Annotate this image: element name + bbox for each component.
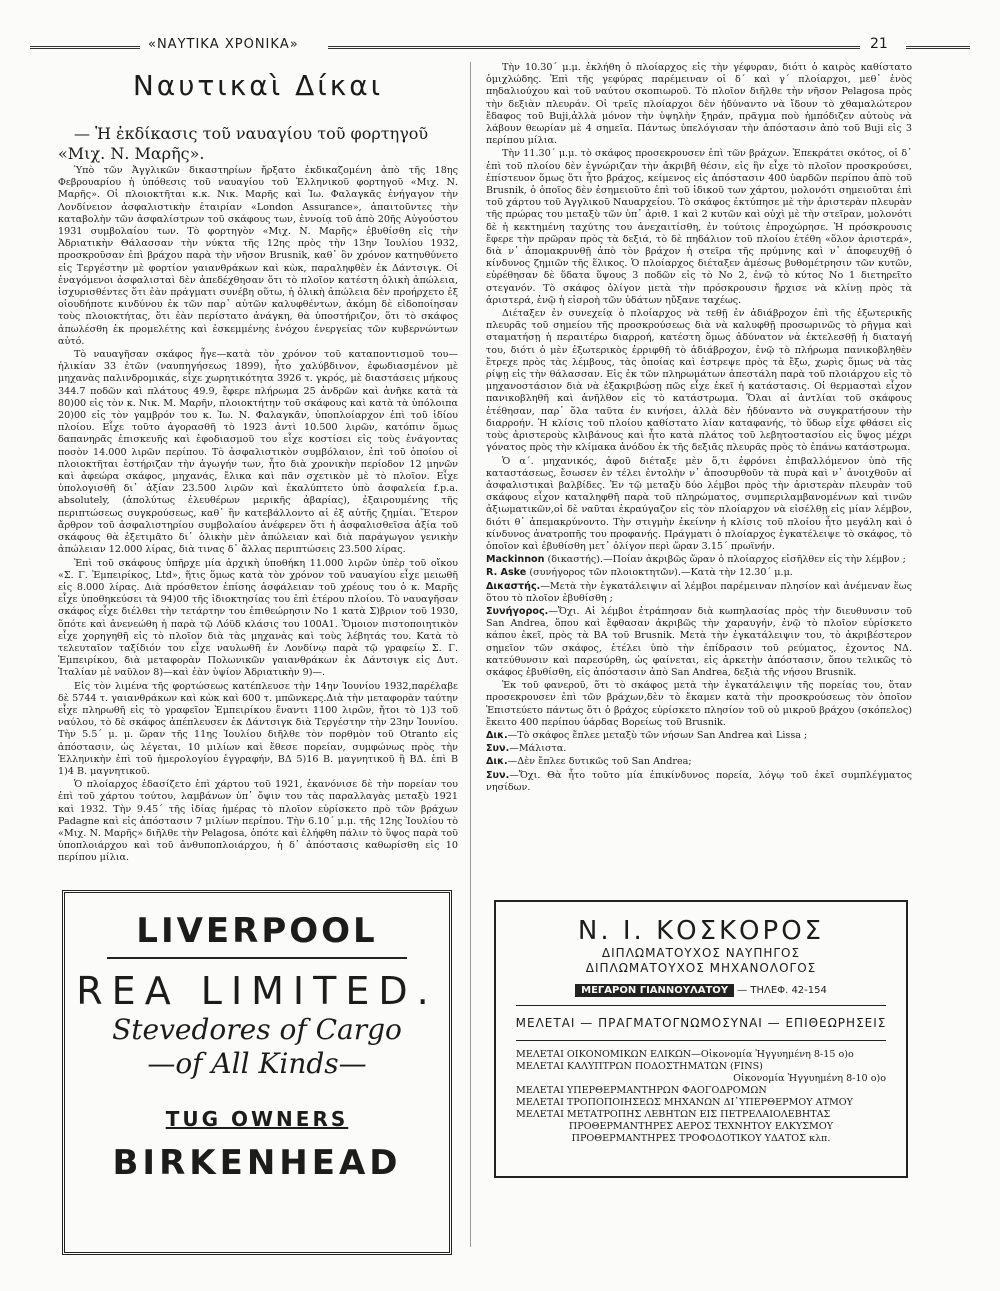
- dialogue-line: [486, 770, 912, 794]
- dialogue-speaker: Δικ.: [486, 756, 508, 768]
- dialogue-line: [486, 743, 912, 755]
- ad-service-line: —of All Kinds—: [147, 1047, 367, 1080]
- article-subhead: — Ἡ ἐκδίκασις τοῦ ναυαγίου τοῦ φορτηγοῦ «Μιχ. Ν. Μαρῆς».: [58, 124, 429, 163]
- dialogue-line: [486, 606, 912, 679]
- ad-location: BIRKENHEAD: [112, 1143, 402, 1183]
- article-paragraph: Τὴν 10.30´ μ.μ. ἐκλήθη ὁ πλοίαρχος εἰς τὴν γέφυραν, διότι ὁ καιρὸς καθίστατο ὁμιχλώδης. Ἐπὶ τῆς γεφύρας παρέμειναν οἱ δ´ καὶ γ´ πλοίαρχοι, μεθ᾽ ἑνὸς πηδαλιούχου καὶ τοῦ ναύτου σκοπιωροῦ. Τὸ πλοῖον διῆλθε τὴν νῆσον Pelagosa πρὸς τὴν δεξιὰν πλευράν. Οἱ τρεῖς πλοίαρχοι δὲν ἠδύναντο νὰ ἴδουν τὸ χθαμαλώτερον ἔδαφος τοῦ Buji,ἀλλὰ μόνον τὴν ὑψηλὴν ξηράν, πρᾶγμα ποὺ ἠμπόδιζεν αὐτοὺς νὰ λάβουν θεωρίαν μὲ 4 σημεῖα. Πάντως ὑπελόγισαν τὴν ἀπόστασιν ἀπὸ τοῦ Buji εἰς 3 περίπου μίλια.: [486, 62, 912, 147]
- ad-rule: [516, 1040, 886, 1041]
- dialogue-line: [486, 567, 912, 579]
- ad-service-item: ΜΕΛΕΤΑΙ ΥΠΕΡΘΕΡΜΑΝΤΗΡΩΝ ΦΑΟΓΟΔΡΟΜΩΝ: [516, 1085, 767, 1096]
- ad-name: Ν. Ι. ΚΟΣΚΟΡΟΣ: [577, 916, 825, 946]
- dialogue-speaker: Συνήγορος.: [486, 605, 549, 617]
- ad-service-item: ΜΕΛΕΤΑΙ ΚΑΛΥΠΤΡΩΝ ΠΟΔΟΣΤΗΜΑΤΩΝ (FINS): [516, 1061, 763, 1072]
- article-paragraph: Ἐπὶ τοῦ σκάφους ὑπῆρχε μία ἀρχικὴ ὑποθήκη 11.000 λιρῶν ὑπὲρ τοῦ οἴκου «Σ. Γ. Ἐμπειρίκος, Ltd», ἥτις ὅμως κατὰ τὸν χρόνον τοῦ ναυαγίου εἶχε μειωθῆ εἰς 8.000 λίρας. Διὰ πρόσθετον ἐπίσης ἀσφάλειαν τοῦ χρέους του ὁ κ. Μαρῆς εἶχε ὑποθηκεύσει τὰ 94)00 τῆς ἰδιοκτησίας του ἐπὶ ἑτέρου πλοίου. Τὸ ναυαγῆσαν σκάφος εἶχε διέλθει τὴν τετάρτην του ἐπιθεώρησιν Νο 1 κατὰ Σ)βριον τοῦ 1930, ὅπότε καὶ ἀνενεώθη ἡ παρὰ τῷ Λόϋδ κλάσις του 100Α1. Ὅμοιον πιστοποιητικὸν εἶχε χορηγηθῆ εἰς τὸ πλοῖον διὰ τὰς μηχανὰς καὶ τοὺς λέβητάς του. Κατὰ τὸ τελευταῖον ταξίδιόν του εἶχε ναυλωθῆ ἐν Λονδίνῳ παρὰ τῷ γραφείῳ Σ. Γ. Ἐμπειρίκου, διὰ μεταφορὰν Πολωνικῶν γαιανθράκων ἐκ Δάντσιγκ εἰς Δυτ. Ἰταλίαν μὲ ναῦλον 8)—καὶ ἐὰν ὑψίον Ἀδριατικὴν 9)—.: [58, 557, 458, 679]
- dialogue-text: Ἐκ τοῦ φανεροῦ, ὅτι τὸ σκάφος μετὰ τὴν ἐγκατάλειψιν τῆς πορείας του, ὅταν προσεκρουσεν ἐπὶ τῶν βράχων,δὲν τὸ ἔκαμεν κατὰ τὴν προσκρούσεως τὸν ὁποῖον Ἐπιστεύετο πάντως ὅτι ὁ βράχος εὑρίσκετο πλησίον τοῦ οὐ μικροῦ βράχου (σκόπελος) ἔκειτο 400 περίπου ὑάρδας Βορείως τοῦ Brusnik.: [486, 680, 912, 728]
- ad-service-item: ΠΡΟΘΕΡΜΑΝΤΗΡΕΣ ΑΕΡΟΣ ΤΕΧΝΗΤΟΥ ΕΛΚΥΣΜΟΥ: [568, 1121, 834, 1132]
- ad-rule: [107, 957, 407, 959]
- right-column: [486, 62, 912, 795]
- dialogue-text: —Ποίαν ἀκριβῶς ὥραν ὁ πλοίαρχος εἰσῆλθεν εἰς τὴν λέμβον ;: [603, 554, 906, 566]
- dialogue-text: —Ὄχι. Θὰ ἦτο τοῦτο μία ἐπικίνδυνος πορεία, λόγῳ τοῦ ἐκεῖ συμπλέγματος νησίδων.: [486, 769, 912, 793]
- ad-address: ΜΕΓΑΡΟΝ ΓΙΑΝΝΟΥΛΑΤΟΥ: [575, 984, 734, 997]
- dialogue-line: [486, 554, 912, 566]
- article-paragraph: Εἰς τὸν λιμένα τῆς φορτώσεως κατέπλευσε τὴν 14ην Ἰουνίου 1932,παρέλαβε δὲ 5744 τ. γαιανθράκων καὶ κὼκ καὶ 600 τ. μπῶνκερς.Διὰ τὴν μεταφορὰν ταύτην εἶχε πληρωθῆ εἰς τὸ γραφεῖον Ἐμπειρίκου ἕναντι 1100 λιρῶν, ἤτοι τὸ 1)3 τοῦ ναύλου, τὸ δὲ σκάφος ἀπέπλευσεν ἐκ Δάντσιγκ διὰ Τεργέστην τὴν 23ην Ἰουνίου. Τὴν 5.5´ μ. μ. ὥραν τῆς 11ης Ἰουλίου διῆλθε τὸν πορθμὸν τοῦ Otranto εἰς ἀπόστασιν, ὡς λέγεται, 10 μιλίων καὶ ἔθεσε πορείαν, συμφώνως πρὸς τὴν Ἑλληνικὴν ἐπὶ τοῦ ἡμερολογίου ἐγγραφήν, ΒΔ 5)16 Β. μαγνητικοῦ ἢ ΒΔ. ἐπὶ Β 1)4 Β. μαγνητικοῦ.: [58, 680, 458, 777]
- ad-company: REA LIMITED.: [76, 969, 438, 1013]
- dialogue-speaker-note: (συνήγορος τῶν πλοιοκτητῶν).: [529, 567, 681, 579]
- column-divider: [470, 62, 471, 1247]
- dialogue-line: [486, 680, 912, 729]
- running-header: [30, 36, 970, 56]
- dialogue-text: —Δὲν ἔπλεε δυτικῶς τοῦ San Andrea;: [507, 756, 692, 768]
- ad-qualification: ΔΙΠΛΩΜΑΤΟΥΧΟΣ ΝΑΥΠΗΓΟΣ: [601, 946, 801, 960]
- liverpool-advertisement: [62, 890, 452, 1255]
- ad-service-item: ΜΕΛΕΤΑΙ ΜΕΤΑΤΡΟΠΗΣ ΛΕΒΗΤΩΝ ΕΙΣ ΠΕΤΡΕΛΑΙΟΛΕΒΗΤΑΣ: [516, 1109, 831, 1120]
- left-column: [58, 62, 458, 866]
- ad-address-row: [496, 984, 906, 997]
- ad-city: LIVERPOOL: [136, 911, 378, 951]
- ad-service-item: ΜΕΛΕΤΑΙ ΤΡΟΠΟΠΟΙΗΣΕΩΣ ΜΗΧΑΝΩΝ ΔΙ᾽ΥΠΕΡΘΕΡΜΟΥ ΑΤΜΟΥ: [516, 1097, 853, 1108]
- ad-phone: — ΤΗΛΕΦ. 42-154: [737, 985, 827, 996]
- ad-qualification: ΔΙΠΛΩΜΑΤΟΥΧΟΣ ΜΗΧΑΝΟΛΟΓΟΣ: [585, 961, 817, 975]
- ad-service-line: Stevedores of Cargo: [112, 1013, 402, 1046]
- header-rule-left: [30, 46, 140, 49]
- ad-service-item: Οἰκονομία Ἠγγυημένη 8-10 ο)ο: [733, 1073, 886, 1084]
- court-dialogue: [486, 554, 912, 794]
- dialogue-text: —Τὸ σκάφος ἔπλεε μεταξὺ τῶν νήσων San Andrea καὶ Lissa ;: [507, 729, 808, 741]
- article-paragraph: Διέταξεν ἐν συνεχείᾳ ὁ πλοίαρχος νὰ τεθῇ ἐν ἀδιάβροχον ἐπὶ τῆς ἐξωτερικῆς πλευρᾶς τοῦ σημείου τῆς προσκρούσεως διὰ νὰ καλυφθῇ προσωρινῶς τὸ ρῆγμα καὶ σταματήσῃ ἡ περαιτέρω διαρροή, κατέστη ὅμως ἀδύνατον νὰ ἐκτελεσθῇ ἡ διαταγή του, διότι ὁ μὲν ἐξωτερικὸς ἐρριφθῆ τὸ ἀδιάβροχον, ἐνῷ τὸ πλήρωμα πανικοβληθὲν ἔτρεχε πρὸς τὰς λέμβους, τὰς ὁποίας καὶ ἐστρεψε πρὸς τὰ ἔξω, χωρὶς ὅμως νὰ τὰς ρίψῃ εἰς τὴν θάλασσαν. Εἰς ἐκ τῶν πληρωμάτων ἀπεστάλη παρὰ τοῦ πλοιάρχου εἰς τὸ μηχανοστάσιον διὰ νὰ ἐξακριβώσῃ πῶς εἶχε ἐκεῖ ἡ κατάστασις. Οἱ θερμασταὶ εἶχον πανικοβληθῆ καὶ ἀνῆλθον εἰς τὸ κατάστρωμα. Ὅλαι αἱ ἀντλίαι τοῦ σκάφους ἐτέθησαν, παρ᾽ ὅλα ταῦτα ἐν κινήσει, ἀλλὰ δὲν ἠδύναντο νὰ συγκρατήσουν τὴν διαρροήν. Ἡ κλίσις τοῦ πλοίου καθίστατο λίαν καταφανής, τὸ ὕδωρ εἶχε φθάσει εἰς τοὺς ἀριστεροὺς κλιβάνους καὶ ἦτο κατὰ πλάτος τοῦ λεβητοστασίου εἰς ὕψος μέχρι γόνατος πρὸς τὴν κλίμακα ἀνόδου ἐκ τῆς δεξιᾶς πλευρᾶς πρὸς τὸ ἐπάνω κατάστρωμα.: [486, 308, 912, 454]
- dialogue-speaker: Δικ.: [486, 729, 508, 741]
- article-paragraph: Ὁ πλοίαρχος ἐδασίζετο ἐπὶ χάρτου τοῦ 1921, ἐκανόνισε δὲ τὴν πορείαν του ἐπὶ τοῦ χάρτου τούτου, λαμβάνων ὑπ᾽ ὄψιν του τὰς παραλλαγὰς μεταξὺ 1921 καὶ 1932. Τὴν 9.45´ τῆς ἰδίας ἡμέρας τὸ πλοῖον εὑρίσκετο πρὸ τῶν βράχων Padagne καὶ εἰς ἀπόστασιν 7 μιλίων περίπου. Τὴν 6.10´ μ.μ. τῆς 12ης Ἰουλίου τὸ «Μιχ. Ν. Μαρῆς» διῆλθε τὴν Pelagosa, ὁπότε καὶ ἐλήφθη πάλιν τὸ ὕψος παρὰ τοῦ ὑποπλοιάρχου καὶ τοῦ ἀνθυποπλοιάρχου, ἡ δ᾽ ἀπόστασις καθωρίσθη εἰς 10 περίπου μίλια.: [58, 779, 458, 864]
- article-paragraph: Ὁ α´. μηχανικός, ἀφοῦ διέταξε μὲν ὅ,τι ἐφρόνει ἐπιβαλλόμενον ὑπὸ τῆς καταστάσεως, ἔσωσεν ἐν τέλει ἐντολὴν ν᾽ ἀποσυρθοῦν τὰ πυρὰ καὶ ν᾽ ἀνοιχθοῦν αἱ ἀσφαλιστικαὶ βαλβίδες. Ἐν τῷ μεταξὺ δύο λέμβοι πρὸς τὴν ἀριστερὰν πλευρὰν τοῦ σκάφους εἶχον καταληφθῆ παρὰ τοῦ πληρώματος, συμπεριλαμβανομένων καὶ τινῶν ἀξιωματικῶν,οἱ δὲ ναῦται ἐκραύγαζον εἰς τὸν πλοίαρχον νὰ εἰσέλθῃ εἰς μίαν λέμβον, διότι θ᾽ ἀπεμακρύνοντο. Τὴν στιγμὴν ἐκείνην ἡ κλίσις τοῦ πλοίου ἦτο μεγάλη καὶ ὁ κίνδυνος ἀνατροπῆς του προφανής. Πράγματι ὁ πλοίαρχος ἐγκατέλειψε τὸ σκάφος, τὸ ὁποῖον καὶ ἐβυθίσθη μετ᾽ ὀλίγον περὶ ὥραν 3.15´ πρωϊνήν.: [486, 455, 912, 552]
- dialogue-speaker: Δικαστής.: [486, 580, 541, 592]
- dialogue-text: —Μάλιστα.: [509, 743, 567, 755]
- section-title: Ναυτικαὶ Δίκαι: [132, 69, 384, 102]
- dialogue-speaker-note: (δικαστής).: [547, 554, 604, 566]
- ad-rule: [516, 1005, 886, 1006]
- dialogue-line: [486, 581, 912, 605]
- dialogue-text: —Μετὰ τὴν ἐγκατάλειψιν αἱ λέμβοι παρέμειναν πλησίον καὶ ἀνέμεναν ἕως ὅτου τὸ πλοῖον ἐβυθίσθη ;: [486, 580, 912, 604]
- dialogue-speaker: R. Aske: [486, 567, 527, 579]
- ad-services: ΜΕΛΕΤΑΙ — ΠΡΑΓΜΑΤΟΓΝΩΜΟΣΥΝΑΙ — ΕΠΙΘΕΩΡΗΣΕΙΣ: [515, 1016, 887, 1030]
- dialogue-speaker: Συν.: [486, 769, 510, 781]
- ad-tug-owners: TUG OWNERS: [165, 1107, 349, 1131]
- dialogue-text: —Ὄχι. Αἱ λέμβοι ἐτράπησαν διὰ κωπηλασίας πρὸς τὴν διευθυνσιν τοῦ San Andrea, ὅπου καὶ ἔφθασαν ἀκριβῶς τὴν χαραυγήν, ἐνῷ τὸ πλοῖον εὑρίσκετο κάπου ἐκεῖ, πρὸς τὰ ΒΑ τοῦ Brusnik. Μετὰ τὴν ἐγκατάλειψιν του, τὸ ἀκριβέστερον σημεῖον τῶν σκάφος, ἐτέλει ὑπὸ τὴν ἐπίδρασιν τοῦ ρεύματος, ἐχοντος ΝΔ. κατεύθυνσιν καὶ παρεσύρθη, ὡς φαίνεται, εἰς ἀρκετὴν ἀπόστασιν, ὅπου τελικῶς τὸ σκάφος ἐβυθίσθη, εἰς ἀπόστασιν ἀπὸ San Andrea, δεξιὰ τῆς νήσου Brusnik.: [486, 605, 912, 678]
- ad-service-item: ΠΡΟΘΕΡΜΑΝΤΗΡΕΣ ΤΡΟΦΟΔΟΤΙΚΟΥ ΥΔΑΤΟΣ κλπ.: [571, 1133, 831, 1144]
- dialogue-speaker: Συν.: [486, 743, 510, 755]
- header-rule-middle: [328, 46, 860, 49]
- ad-service-list: [496, 1049, 906, 1145]
- article-paragraph: Τὴν 11.30´ μ.μ. τὸ σκάφος προσεκρουσεν ἐπὶ τῶν βράχων. Ἐπεκράτει σκότος, οἱ δ᾽ ἐπὶ τοῦ πλοίου δὲν ἐγνώριζαν τὴν ἀκριβῆ θέσιν, εἰς ἣν εἶχε τὸ πλοῖον προσκρούσει, ἐπίστευον ὅμως ὅτι ἦτο βράχος, κείμενος εἰς ἀπόστασιν 400 ὑαρδῶν περίπου ἀπὸ τοῦ Brusnik, ὁ ὁποῖος δὲν ἐσημειοῦτο ἐπὶ τοῦ ἰδικοῦ των χάρτου, μολονότι σημειοῦται ἐπὶ τοῦ χάρτου τοῦ Ἀγγλικοῦ Ναυαρχείου. Τὸ σκάφος ἐκτύπησε μὲ τὴν ἀριστερὰν πλευρὰν τῆς πρώρας του μεταξὺ τῶν ὑπ᾽ ἀριθ. 1 καὶ 2 κυτῶν καὶ οὐχὶ μὲ τὴν στεῖραν, μολονότι δὲ ἡ κεκτημένη ταχύτης του ἀνεχαιτίσθη, ἐν τούτοις ἐπροχώρησε. Ἡ πρόσκρουσις ἔφερε τὴν πρῶραν πρὸς τὰ δεξιά, τὸ δὲ πηδάλιον τοῦ πλοίου ἐτέθη «ὅλον ἀριστερά», διὰ ν᾽ ἀπομακρυνθῇ ἀπὸ τὸν βράχον ἡ στεῖρα τῆς πρύμνης καὶ ν᾽ ἀποφευχθῇ ὁ κίνδυνος ζημιῶν τῆς ἕλικος. Ὁ πλοίαρχος διέταξεν ἀμέσως βυθομέτρησιν τῶν κυτῶν, εὑρέθησαν δὲ ὕδατα ὕψους 3 ποδῶν εἰς τὸ Νο 2, ἐνῷ τὸ κύτος Νο 1 διετηρεῖτο στεγανόν. Τὸ σκάφος ὀλίγον μετὰ τὴν πρόσκρουσιν ἤρχισε νὰ κλίνῃ πρὸς τὰ ἀριστερά, ἐνῷ ἡ εἰσροὴ τῶν ὑδάτων ηὔξανε ταχέως.: [486, 148, 912, 306]
- koskoros-advertisement: [494, 900, 908, 1178]
- dialogue-speaker: Mackinnon: [486, 554, 545, 566]
- page-number: 21: [870, 36, 888, 52]
- article-paragraph: Ὑπὸ τῶν Ἀγγλικῶν δικαστηρίων ἤρξατο ἐκδικαζομένη ἀπὸ τῆς 18ης Φεβρουαρίου ἡ ὑπόθεσις τοῦ ναυαγίου τοῦ Ἑλληνικοῦ φορτηγοῦ «Μιχ. Ν. Μαρῆς». Οἱ πλοιοκτῆται κ.κ. Νικ. Μαρῆς καὶ Ἰω. Φαλαγκᾶς ἐνήγαγον τὴν Λονδίνειον ἀσφαλιστικὴν ἑταιρίαν «London Assurance», ἀπαιτοῦντες τὴν καταβολὴν τῶν ἀσφαλίστρων τοῦ σκάφους των, ἐννοίᾳ τοῦ ἀπὸ 20ῆς Αὐγούστου 1931 συμβολαίου των. Τὸ φορτηγὸν «Μιχ. Ν. Μαρῆς» ἐβυθίσθη εἰς τὴν Ἀδριατικὴν Θάλασσαν τὴν νύκτα τῆς 12ης πρὸς τὴν 13ην Ἰουλίου 1932, προσκροῦσαν ἐπὶ βράχου παρὰ τὴν νῆσον Brusnik, καθ᾽ ὃν χρόνον κατηυθύνετο εἰς Τεργέστην μὲ φορτίον γαιανθράκων καὶ κὼκ, παραληφθὲν ἐκ Δάντσιγκ. Οἱ ἐναγόμενοι ἀσφαλισταὶ δὲν ἀπεδέχθησαν ὅτι τὸ πλοῖον κατέστη ὁλικὴ ἀπώλεια, ἰσχυρισθέντες ὅτι ἐὰν πράγματι συνέβη οὕτω, ἡ ὁλικὴ ἀπώλεια δὲν προήρχετο ἐξ οἱουδήποτε κινδύνου ἐκ τῶν παρ᾽ αὐτῶν καλυφθέντων, ἀκόμη δὲ εἰδοποίησαν τοὺς πλοιοκτήτας, ὅτι ἐὰν περίστατο ἀνάγκη, θὰ ὑποστήριζον, ὅτι τὸ σκάφος ἀπωλέσθη ἐκ προμελέτης καὶ ἐσκεμμένης ἐνόχου ἐνεργείας τῶν κυβερνώντων αὐτό.: [58, 165, 458, 347]
- header-rule-right: [906, 46, 970, 49]
- running-title: «ΝΑΥΤΙΚΑ ΧΡΟΝΙΚΑ»: [148, 37, 299, 52]
- article-paragraph: Τὸ ναυαγῆσαν σκάφος ἦγε—κατὰ τὸν χρόνον τοῦ καταποντισμοῦ του—ἡλικίαν 33 ἐτῶν (ναυπηγήσεως 1899), ἦτο χαλύβδινον, ἐφωδιασμένον μὲ μηχανὰς παλινδρομικάς, εἶχε χωρητικότητα 3926 τ. γκρός, μὲ διαστάσεις μήκους 344.7 ποδῶν καὶ πλάτους 49.9, ἔφερε πλήρωμα 25 ἀνδρῶν καὶ ἀνῆκε κατὰ τὰ 80)00 εἰς τὸν κ. Νικ. Μ. Μαρῆν, πλοιοκτήτην τοῦ σκάφους καὶ κατὰ τὰ ὑπόλοιπα 20)00 εἰς τὸν γαμβρόν του κ. Ἰω. Ν. Φαλαγκᾶν, ὑποπλοίαρχον ἐπὶ τοῦ ἰδίου πλοίου. Εἶχε τοῦτο ἀγορασθῆ τὸ 1923 ἀντὶ 10.500 λιρῶν, κατόπιν ὅμως δαπανηρᾶς ἐπισκευῆς καὶ ἐφοδιασμοῦ του εἶχε κοστίσει εἰς τοὺς ἐνάγοντας ποσὸν 14.000 λιρῶν περίπου. Τὸ ἀσφαλιστικὸν συμβόλαιον, ἐπὶ τοῦ ὁποίου οἱ πλοιοκτῆται ἐστήριζαν τὴν ἀγωγήν των, ἦτο διὰ χρονικὴν περίοδον 12 μηνῶν καὶ ἀφεώρα σκάφος, μηχανάς, ἔλικα καὶ πᾶν σχετικὸν μὲ τὸ πλοῖον. Εἶχε ὑπολογισθῆ δι᾽ ἀξίαν 23.500 λιρῶν καὶ ἐκαλύπτετο ὑπὸ ἀσφαλεία f.p.a. absolutely, (ἀπολύτως ἐλευθέρων μερικῆς ἀβαρίας), ἐξαιρουμένης τῆς περιπτώσεως συγκρούσεως, καθ᾽ ἣν κατεβάλλοντο αἱ ἐξ αὐτῆς ζημίαι. Ἕτερον ἄρθρον τοῦ ἀσφαλιστηρίου συμβολαίου ἀνέφερεν ὅτι ἡ ἀσφαλισθεῖσα ἀξία τοῦ σκάφους θὰ ἐξετιμᾶτο δι᾽ ὁλικὴν μὲν ἀπώλειαν καὶ διὰ παράγωγον γενικὴν ἀπώλειαν 12.000 λίρας, διὰ τινας δ᾽ ἄλλας περιπτώσεις 23.500 λίρας.: [58, 349, 458, 556]
- dialogue-text: —Κατὰ τὴν 12.30´ μ.μ.: [680, 567, 793, 579]
- dialogue-line: [486, 756, 912, 768]
- ad-service-item: ΜΕΛΕΤΑΙ ΟΙΚΟΝΟΜΙΚΩΝ ΕΛΙΚΩΝ—Οἰκονομία Ἠγγυημένη 8-15 ο)ο: [516, 1049, 854, 1060]
- dialogue-line: [486, 730, 912, 742]
